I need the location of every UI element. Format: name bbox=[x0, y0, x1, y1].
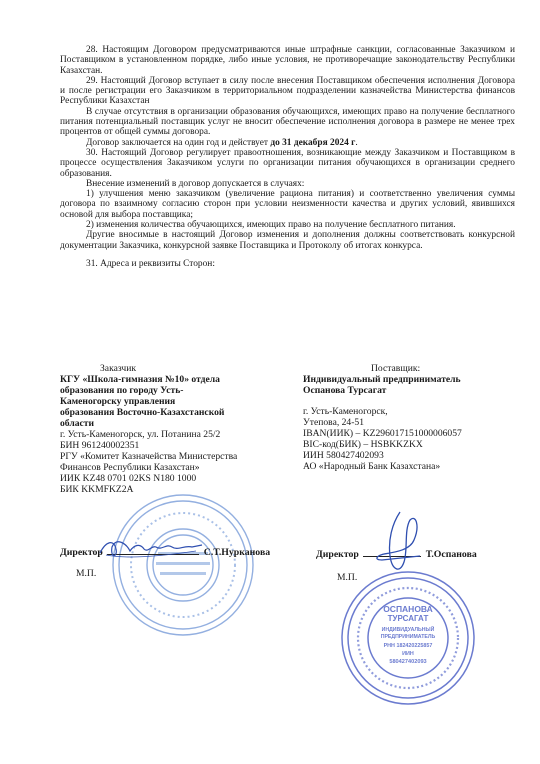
stamp-line: ТУРСАГАТ bbox=[387, 614, 429, 623]
supplier-org-line: Индивидуальный предприниматель bbox=[303, 374, 461, 385]
customer-mp: М.П. bbox=[76, 568, 97, 579]
clause-31: 31. Адреса и реквизиты Сторон: bbox=[86, 258, 215, 269]
customer-sign-label: Директор bbox=[60, 547, 103, 558]
clause-30: 30. Настоящий Договор регулирует правоотношения, возникающие между Заказчиком и Поставщиком в процессе осуществления Заказчиком услуги по организации питания обучающихся в организации среднего образования. bbox=[60, 147, 515, 179]
clause-term: Договор заключается на один год и действует до 31 декабря 2024 г. bbox=[86, 137, 358, 148]
customer-requisites bbox=[60, 363, 285, 495]
supplier-detail: IBAN(ИИК) – KZ296017151000006057 bbox=[303, 428, 462, 439]
supplier-detail: г. Усть-Каменогорск, bbox=[303, 406, 388, 417]
changes-intro: Внесение изменений в договор допускается в случаях: bbox=[86, 178, 305, 189]
change-case-2: 2) изменения количества обучающихся, имеющих право на получение бесплатного питания. bbox=[86, 220, 456, 231]
customer-detail: г. Усть-Каменогорск, ул. Потанина 25/2 bbox=[60, 429, 221, 440]
supplier-signature bbox=[370, 510, 430, 580]
supplier-mp: М.П. bbox=[337, 572, 358, 583]
supplier-heading: Поставщик: bbox=[371, 363, 421, 374]
stamp-line: ИИН bbox=[402, 651, 414, 657]
contract-body bbox=[60, 45, 515, 269]
supplier-detail: АО «Народный Банк Казахстана» bbox=[303, 461, 441, 472]
supplier-sign-name: Т.Оспанова bbox=[425, 549, 477, 560]
customer-stamp bbox=[108, 490, 258, 640]
customer-heading: Заказчик bbox=[100, 363, 137, 374]
customer-org-line: образования Восточно-Казахстанской bbox=[60, 407, 225, 418]
customer-org-line: образования по городу Усть- bbox=[60, 385, 184, 396]
customer-org-line: КГУ «Школа-гимназия №10» отдела bbox=[60, 374, 220, 385]
supplier-sign-label: Директор bbox=[316, 549, 359, 560]
supplier-org-line: Оспанова Турсагат bbox=[303, 385, 387, 396]
stamp-line: ИНДИВИДУАЛЬНЫЙ bbox=[381, 627, 435, 633]
supplier-detail: ИИН 580427402093 bbox=[303, 450, 384, 461]
clause-28: 28. Настоящим Договором предусматриваются иные штрафные санкции, согласованные Заказчиком и Поставщиком в установленном порядке, либо иные условия, не противоречащие законодательству Республики Казахстан. bbox=[60, 45, 515, 76]
other-changes: Другие вносимые в настоящий Договор изменения и дополнения должны соответствовать конкурсной документации Заказчика, конкурсной заявке Поставщика и Протоколу об итогах конкурса. bbox=[60, 230, 515, 251]
change-case-1: 1) улучшения меню заказчиком (увеличение рациона питания) и соответственно увеличения суммы договора по взаимному согласию сторон при условии неизменности качества и других условий, явившихся основой для выбора поставщика; bbox=[60, 189, 515, 220]
term-date: до 31 декабря 2024 г bbox=[270, 137, 356, 148]
supplier-requisites bbox=[303, 363, 523, 472]
customer-detail: РГУ «Комитет Казначейства Министерства bbox=[60, 451, 238, 462]
supplier-stamp bbox=[338, 568, 478, 708]
customer-sign-name: С.Т.Нурканова bbox=[203, 547, 271, 558]
customer-org-line: Каменогорску управления bbox=[60, 396, 176, 407]
stamp-line: РНН 182420225857 bbox=[383, 643, 433, 649]
customer-detail: БИК KKMFKZ2A bbox=[60, 484, 134, 495]
stamp-line: ОСПАНОВА bbox=[383, 604, 433, 614]
supplier-detail: BIC-код(БИК) – HSBKKZKX bbox=[303, 439, 423, 450]
customer-detail: БИН 961240002351 bbox=[60, 440, 140, 451]
stamp-line: ПРЕДПРИНИМАТЕЛЬ bbox=[380, 634, 436, 640]
clause-29-note: В случае отсутствия в организации образования обучающихся, имеющих право на получение бесплатного питания потенциальный поставщик услуг не вносит обеспечение исполнения договора в размере не менее трех процентов от общей суммы договора. bbox=[60, 106, 515, 138]
customer-signature bbox=[96, 533, 206, 563]
customer-detail: ИИК KZ48 0701 02KS N180 1000 bbox=[60, 473, 197, 484]
clause-29: 29. Настоящий Договор вступает в силу после внесения Поставщиком обеспечения исполнения Договора и после регистрации его Заказчиком в территориальном подразделении казначейства Министерства финансов Республики Казахстан bbox=[60, 75, 515, 107]
stamp-line: 580427402093 bbox=[389, 659, 427, 665]
customer-detail: Финансов Республики Казахстан» bbox=[60, 462, 200, 473]
customer-org-line: области bbox=[60, 418, 95, 429]
supplier-detail: Утепова, 24-51 bbox=[303, 417, 365, 428]
